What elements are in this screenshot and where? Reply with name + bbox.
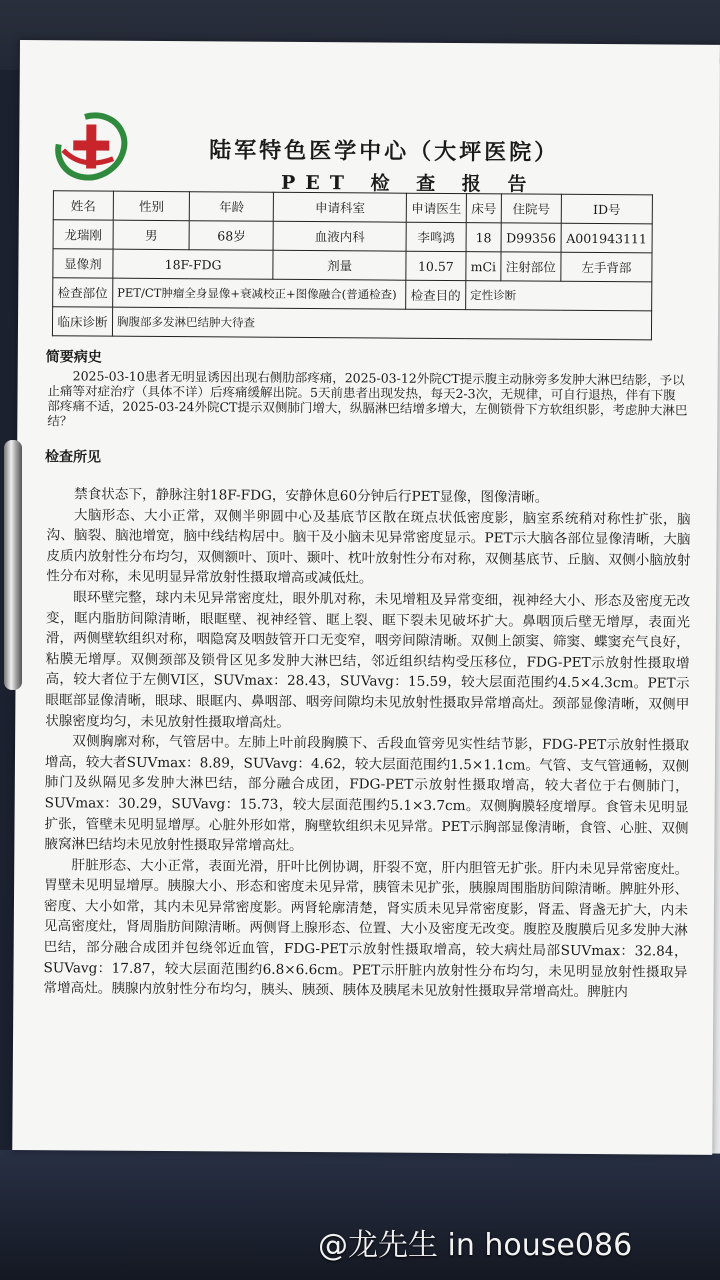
cell-part-value: PET/CT肿瘤全身显像+衰减校正+图像融合(普通检查) <box>113 278 406 309</box>
cell-age-label: 年龄 <box>190 192 274 222</box>
cell-dept-value: 血液内科 <box>273 221 406 251</box>
cell-clinical-value: 胸腹部多发淋巴结肿大待查 <box>112 307 651 340</box>
cell-sex-label: 性别 <box>113 191 190 221</box>
cell-site-label: 注射部位 <box>501 252 561 281</box>
findings-body <box>43 484 691 1003</box>
history-text: 2025-03-10患者无明显诱因出现右侧肋部疼痛，2025-03-12外院CT提示腹主动脉旁多发肿大淋巴结影，予以止痛等对症治疗（具体不详）后疼痛缓解出院。5天前患者出现发热，每天2-3次，无规律，可自行退热，伴有下腹部疼痛不适，2025-03-24外院CT提示双侧肺门增大，纵膈淋巴结增多增大，左侧锁骨下方软组织影，考虑肿大淋巴结？ <box>47 368 688 429</box>
cell-sex-value: 男 <box>113 220 190 250</box>
hospital-logo-icon <box>53 110 129 181</box>
findings-heading: 检查所见 <box>45 449 102 466</box>
binder-ring <box>4 440 22 690</box>
info-row-exam <box>53 278 652 311</box>
report-page <box>12 40 720 1155</box>
info-row-values <box>53 220 652 253</box>
findings-paragraph: 大脑形态、大小正常，双侧半卵圆中心及基底节区散在斑点状低密度影，脑室系统稍对称性扩张，脑沟、脑裂、脑池增宽，脑中线结构居中。脑干及小脑未见异常密度显示。PET示大脑各部位显像清晰，大脑皮质内放射性分布均匀，双侧额叶、顶叶、颞叶、枕叶放射性分布对称，双侧基底节、丘脑、双侧小脑放射性分布对称，未见明显异常放射性摄取增高或减低灶。 <box>46 506 691 587</box>
findings-paragraph: 眼环壁完整，球内未见异常密度灶，眼外肌对称，未见增粗及异常变细，视神经大小、形态及密度无改变，眶内脂肪间隙清晰，眼眶壁、视神经管、眶上裂、眶下裂未见破坏扩大。鼻咽顶后壁无增厚，表面光滑，两侧壁软组织对称，咽隐窝及咽鼓管开口无变窄，咽旁间隙清晰。双侧上颌窦、筛窦、蝶窦充气良好，粘膜无增厚。双侧颈部及锁骨区见多发肿大淋巴结，邻近组织结构受压移位，FDG-PET示放射性摄取增高，较大者位于左侧VI区，SUVmax：28.43，SUVavg：15.59，较大层面范围约4.5×4.3cm。PET示眼眶部显像清晰，眼球、眼眶内、鼻咽部、咽旁间隙均未见放射性摄取异常增高灶。颈部显像清晰，双侧甲状腺密度均匀，未见放射性摄取增高灶。 <box>45 589 691 731</box>
cell-name-label: 姓名 <box>53 191 113 220</box>
cell-agent-value: 18F-FDG <box>113 249 274 279</box>
info-row-clinical <box>52 307 651 340</box>
findings-paragraph: 双侧胸廓对称，气管居中。左肺上叶前段胸膜下、舌段血管旁见实性结节影，FDG-PET示放射性摄取增高，较大者SUVmax：8.89，SUVavg：4.62，较大层面范围约1.5×1.1cm。气管、支气管通畅，双侧肺门及纵隔见多发肿大淋巴结，部分融合成团，FDG-PET示放射性摄取增高，较大者位于右侧肺门，SUVmax：30.29，SUVavg：15.73，较大层面范围约5.1×3.7cm。双侧胸膜轻度增厚。食管未见明显扩张，管壁未见明显增厚。心脏外形如常，胸壁软组织未见异常。PET示胸部显像清晰，食管、心脏、双侧腋窝淋巴结均未见放射性摄取异常增高灶。 <box>44 733 690 855</box>
binder-clip <box>0 440 26 690</box>
cell-purpose-value: 定性诊断 <box>466 281 652 311</box>
cell-dose-value: 10.57 <box>406 251 466 280</box>
report-title: PET 检 查 报 告 <box>280 171 537 196</box>
cell-admission-label: 住院号 <box>501 194 561 223</box>
cell-dose-label: 剂量 <box>273 250 406 280</box>
hospital-name: 陆军特色医学中心（大坪医院） <box>209 137 560 166</box>
cell-purpose-label: 检查目的 <box>406 280 466 309</box>
cell-id-value: A001943111 <box>561 223 652 253</box>
history-heading: 简要病史 <box>45 349 102 366</box>
cell-clinical-label: 临床诊断 <box>52 307 112 336</box>
info-row-headers <box>53 191 652 224</box>
cell-admission-value: D99356 <box>501 223 561 252</box>
patient-info-table <box>52 190 653 340</box>
cell-name-value: 龙瑞刚 <box>53 220 113 249</box>
info-row-agent <box>53 249 652 282</box>
cell-bed-value: 18 <box>466 223 501 252</box>
cell-doctor-value: 李鸣鸿 <box>406 222 466 251</box>
cell-dept-label: 申请科室 <box>274 192 407 222</box>
findings-paragraph: 肝脏形态、大小正常，表面光滑，肝叶比例协调，肝裂不宽，肝内胆管无扩张。肝内未见异常密度灶。胃壁未见明显增厚。胰腺大小、形态和密度未见异常，胰管未见扩张，胰腺周围脂肪间隙清晰。脾脏外形、密度、大小如常，其内未见异常密度影。两肾轮廓清楚，肾实质未见异常密度影，肾盂、肾盏无扩大，内未见高密度灶，肾周脂肪间隙清晰。两侧肾上腺形态、位置、大小及密度无改变。腹腔及腹膜后见多发肿大淋巴结，部分融合成团并包绕邻近血管，FDG-PET示放射性摄取增高，较大病灶局部SUVmax：32.84，SUVavg：17.87，较大层面范围约6.8×6.6cm。PET示肝脏内放射性分布均匀，未见明显放射性摄取异常增高灶。胰腺内放射性分布均匀，胰头、胰颈、胰体及胰尾未见放射性摄取异常增高灶。脾脏内 <box>43 857 689 1001</box>
cell-part-label: 检查部位 <box>53 278 113 307</box>
findings-paragraph: 禁食状态下，静脉注射18F-FDG，安静休息60分钟后行PET显像，图像清晰。 <box>73 486 549 506</box>
cell-site-value: 左手背部 <box>561 252 652 282</box>
cell-id-label: ID号 <box>561 194 652 224</box>
cell-dose-unit: mCi <box>466 252 501 281</box>
cell-agent-label: 显像剂 <box>53 249 113 278</box>
cell-doctor-label: 申请医生 <box>406 193 466 222</box>
watermark: @龙先生 in house086 <box>318 1228 633 1263</box>
cell-bed-label: 床号 <box>466 194 501 223</box>
cell-age-value: 68岁 <box>189 221 273 251</box>
